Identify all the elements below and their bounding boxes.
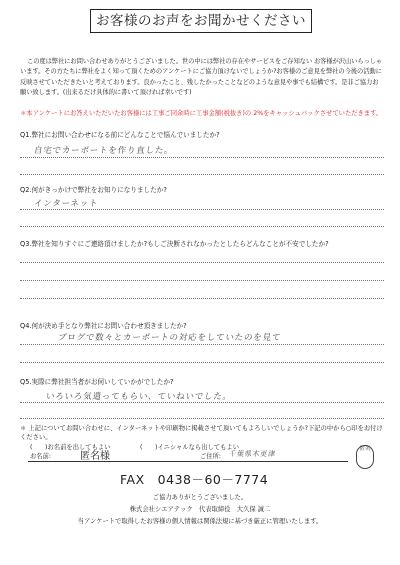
question-2-label: Q2.何がきっかけで弊社をお知りになりましたか? — [20, 186, 167, 194]
question-5-label: Q5.実際に弊社担当者がお伺いしていかがでしたか? — [20, 378, 174, 386]
name-label: お名前: — [30, 453, 52, 460]
name-value[interactable]: 匿名様 — [80, 451, 110, 462]
answer-line — [20, 209, 384, 210]
address-label: ご住所: — [200, 453, 222, 460]
consent-option-name[interactable]: ( )お名前を出してもよい — [30, 444, 111, 451]
answer-line — [20, 226, 384, 227]
answer-line — [20, 402, 384, 403]
answer-line — [20, 418, 384, 419]
answer-line — [20, 174, 384, 175]
question-1-label: Q1.弊社にお問い合わせになる前にどんなことで悩んでいましたか? — [20, 131, 220, 139]
answer-line — [20, 362, 384, 363]
answer-line — [20, 298, 384, 299]
name-underline — [28, 461, 348, 462]
question-5-answer: いろいろ気遣ってもらい、ていねいでした。 — [45, 392, 233, 402]
page-title: お客様のお声をお聞かせください — [90, 9, 312, 33]
question-3-label: Q3.弊社を知りすぐにご連絡頂けましたか?もしご決断されなかったとしたらどんなことが不安でしたか? — [20, 240, 329, 248]
publication-consent-question: ＊ 上記についてお問い合わせに、インターネットや印刷物に掲載させて頂いてもよろしいでしょうか?下記の中から○印をお付けください。 — [20, 425, 383, 441]
answer-line — [20, 344, 384, 345]
question-4-label: Q4.何が決め手となり弊社にお問い合わせ頂きましたか? — [20, 322, 187, 330]
company-name: 株式会社シエアテック 代表取締役 大久保 誠二 — [129, 506, 271, 513]
question-4-answer: ブログで数々とカーポートの対応をしていたのを見て — [57, 333, 282, 343]
answer-line — [20, 280, 384, 281]
question-1-answer: 自宅でカーポートを作り直した。 — [33, 146, 175, 156]
address-value[interactable]: 千葉県木更津 — [228, 450, 277, 458]
question-2-answer: インターネット — [33, 199, 99, 209]
answer-line — [20, 157, 384, 158]
privacy-note: 当アンケートで取得したお客様の個人情報は関係法規に基づき厳正に管理いたします。 — [77, 518, 323, 525]
intro-text: この度は弊社にお問い合わせありがとうございました。世の中には弊社の存在やサービスをご存知ない お客様が沢山いらっしゃいます。その方たちに弊社をよく知って頂くためのアンケートにご協力頂けないでしょうか?お客様のご意見を弊社の今後の活動に反映させていただきたいと考えております。良かったこと、残したかったことなどのような意見や事でも結構です。是非ご協力お願い致します。(出来るだけ具体的に書いて頂ければ幸いです) — [20, 58, 383, 97]
cashback-note: ＊本アンケートにお答えいただいたお客様には工事ご同余時に工事金額(税抜き)の 2%をキャッシュバックさせていただきます。 — [20, 110, 383, 117]
answer-line — [20, 262, 384, 263]
fax-number: FAX 0438－60－7774 — [120, 472, 269, 487]
consent-option-initial[interactable]: ( )イニシャルなら出してもよい — [140, 444, 239, 451]
thanks-text: ご協力ありがとうございました。 — [152, 494, 248, 501]
seal-stamp: 匿名 — [356, 445, 374, 469]
